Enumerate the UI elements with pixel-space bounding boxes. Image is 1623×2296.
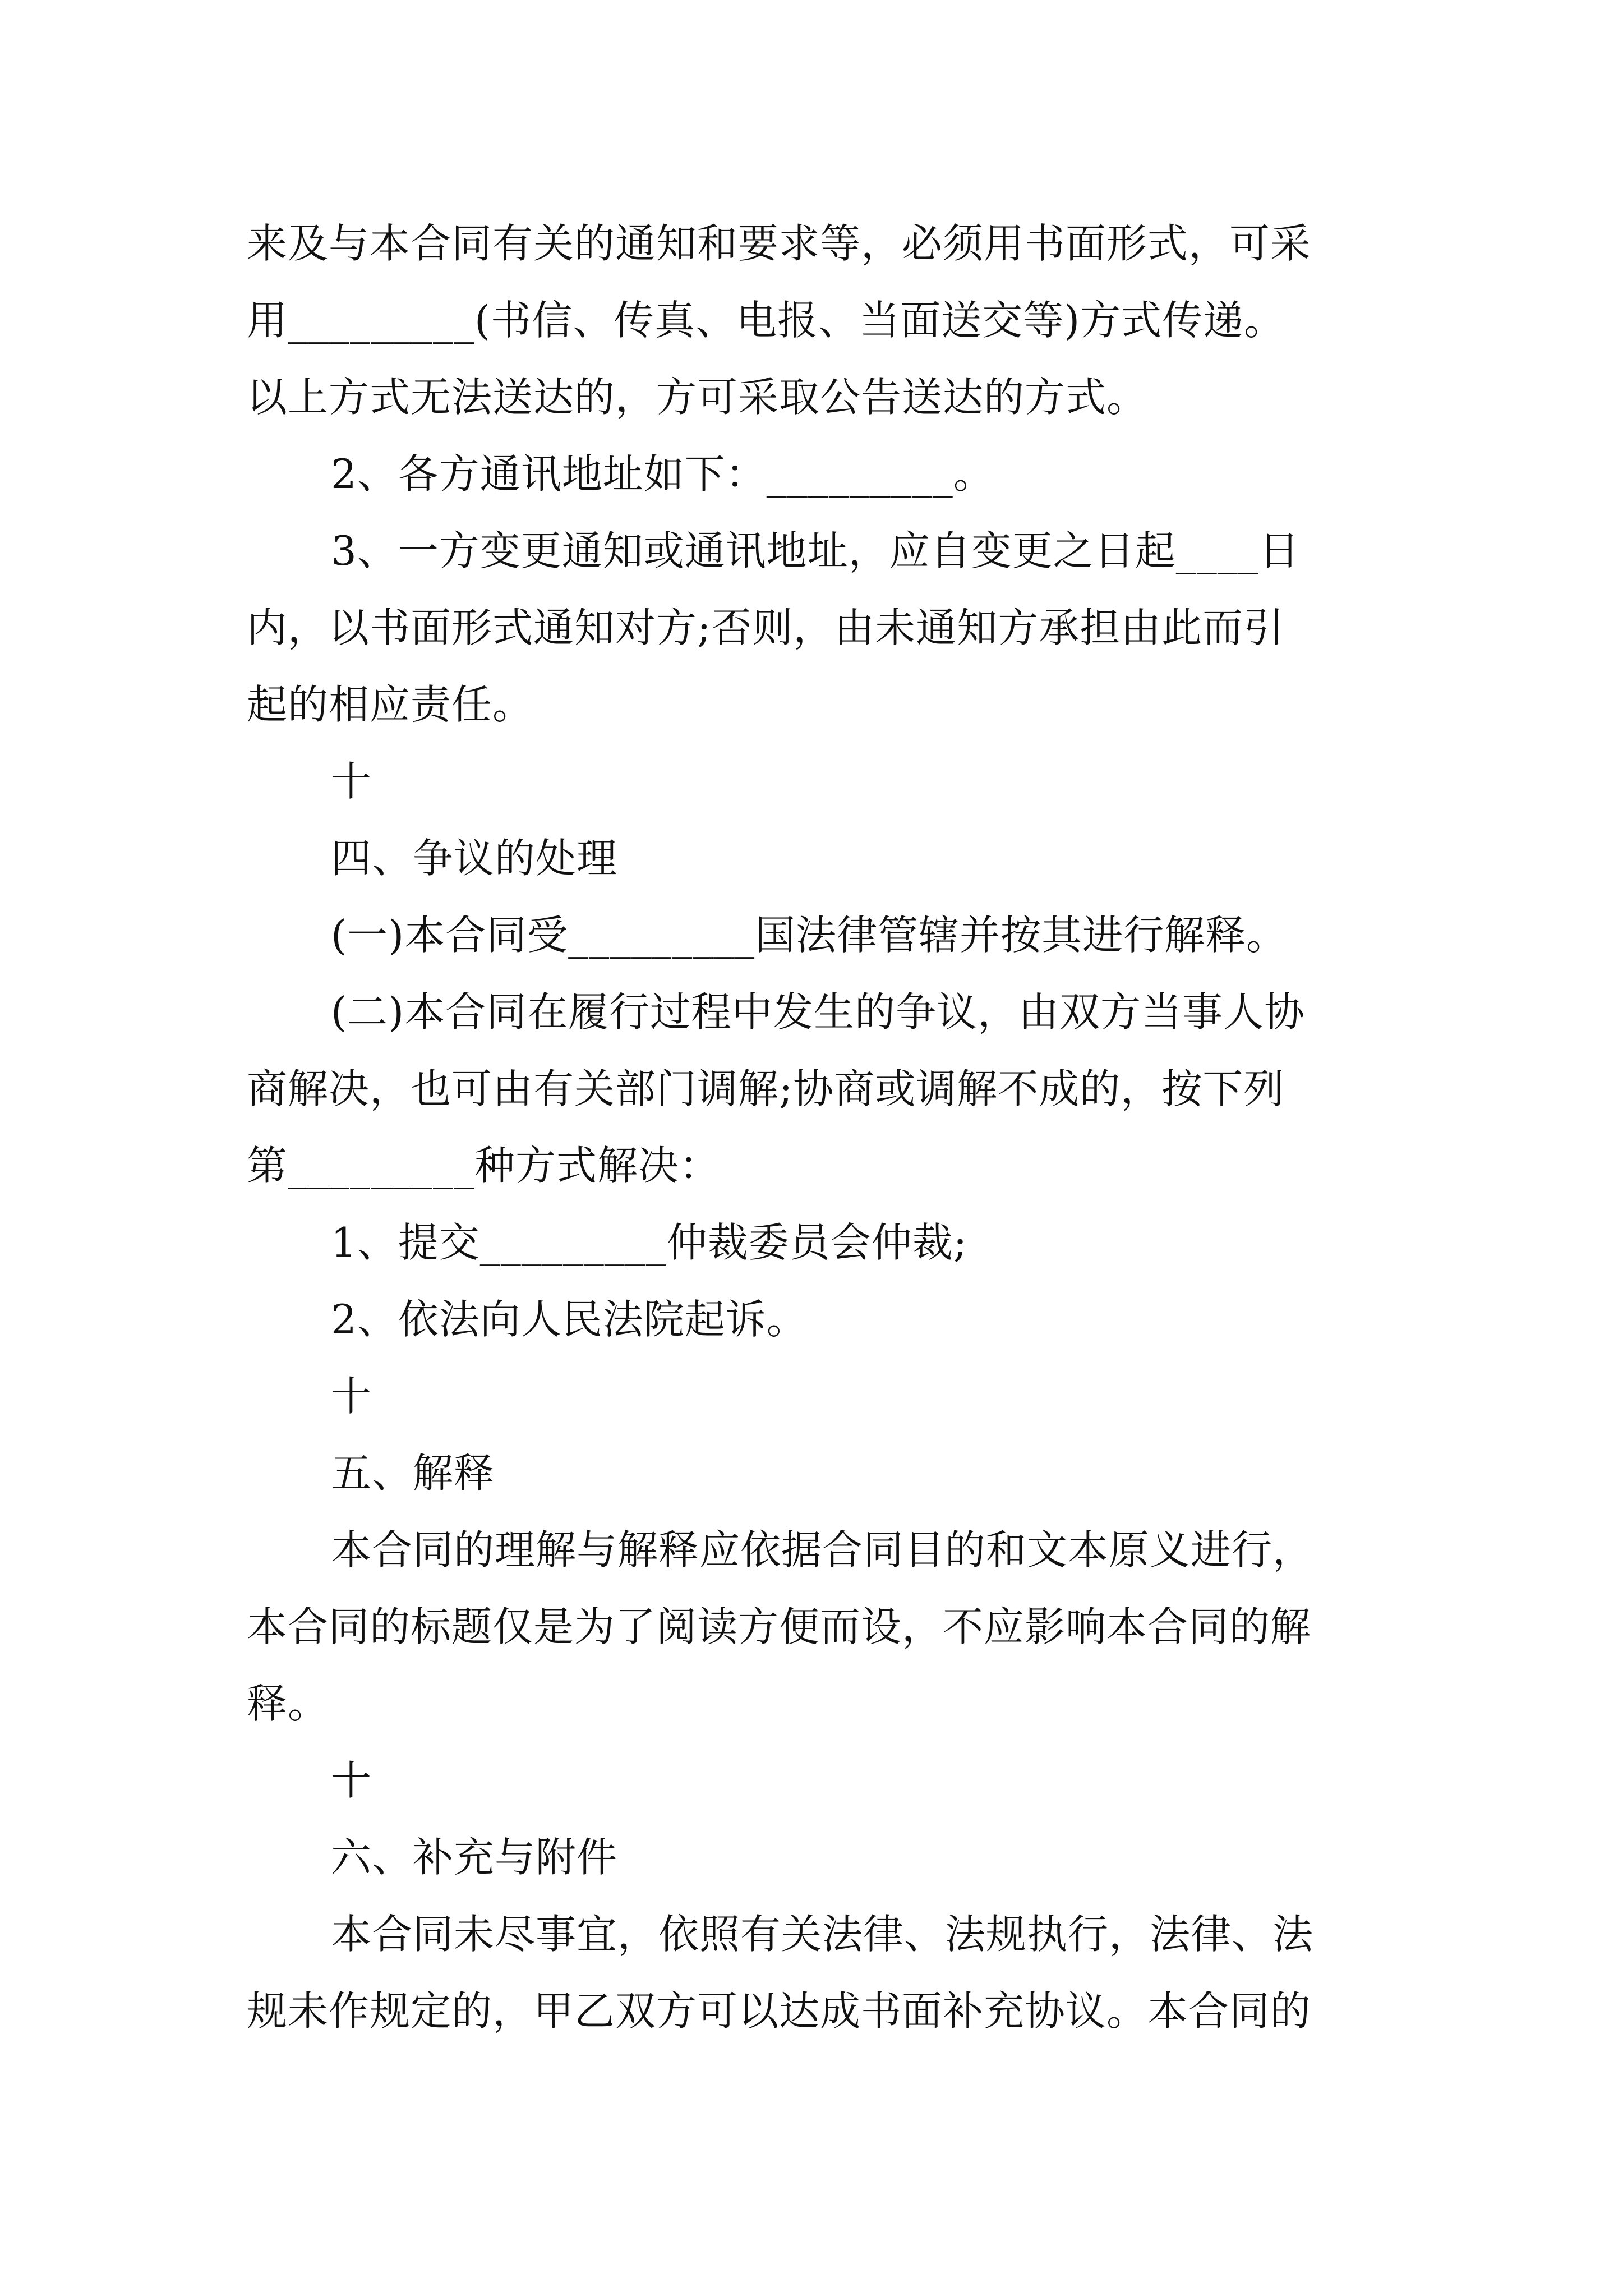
text-line: 第_________种方式解决： [247,1142,721,1189]
section-marker: 十 [331,758,372,805]
section-marker: 十 [331,1373,372,1420]
section-heading: 四、争议的处理 [331,835,618,882]
text-line: 3、一方变更通知或通讯地址，应自变更之日起____日 [331,527,1300,574]
text-line: 2、依法向人民法院起诉。 [331,1296,808,1343]
text-line: 本合同的标题仅是为了阅读方便而设，不应影响本合同的解 [247,1603,1312,1650]
text-line: 起的相应责任。 [247,681,534,728]
text-line: 商解决，也可由有关部门调解;协商或调解不成的，按下列 [247,1065,1285,1112]
text-line: 2、各方通讯地址如下：_________。 [331,450,994,498]
text-line: 以上方式无法送达的，方可采取公告送达的方式。 [247,374,1148,421]
section-heading: 六、补充与附件 [331,1834,618,1881]
text-line: 内，以书面形式通知对方;否则，由未通知方承担由此而引 [247,604,1285,651]
text-line: 本合同未尽事宜，依照有关法律、法规执行，法律、法 [331,1911,1314,1958]
text-line: 用_________(书信、传真、电报、当面送交等)方式传递。 [247,297,1285,344]
text-line: 规未作规定的，甲乙双方可以达成书面补充协议。本合同的 [247,1987,1312,2035]
section-heading: 五、解释 [331,1450,495,1497]
text-line: 来及与本合同有关的通知和要求等，必须用书面形式，可采 [247,220,1312,267]
section-marker: 十 [331,1757,372,1804]
text-line: 1、提交_________仲裁委员会仲裁; [331,1219,968,1266]
text-line: 释。 [247,1680,329,1727]
text-line: (一)本合同受_________国法律管辖并按其进行解释。 [331,912,1288,959]
text-line: (二)本合同在履行过程中发生的争议，由双方当事人协 [331,988,1306,1036]
text-line: 本合同的理解与解释应依据合同目的和文本原义进行， [331,1526,1314,1573]
